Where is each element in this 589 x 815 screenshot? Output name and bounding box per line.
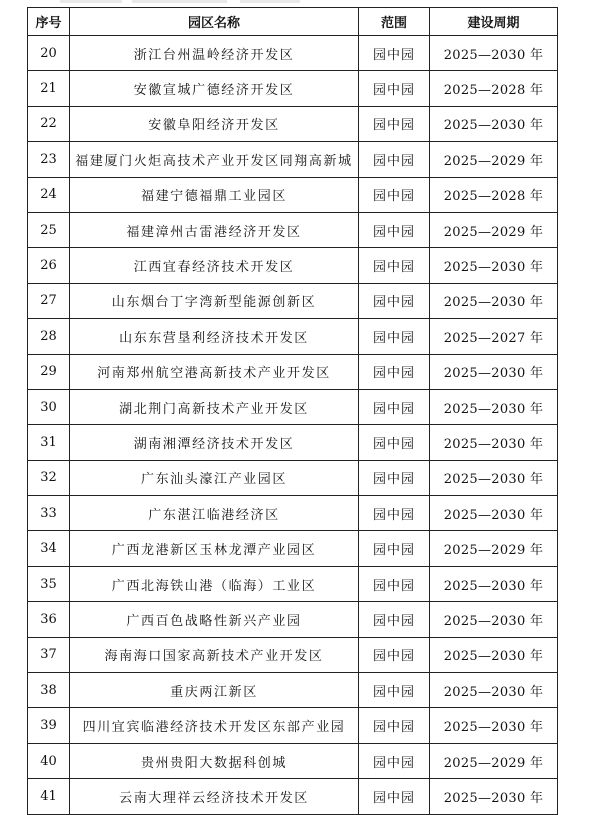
cell-scope: 园中园 — [359, 425, 430, 460]
cell-scope: 园中园 — [359, 354, 430, 389]
cell-scope: 园中园 — [359, 177, 430, 212]
cell-name: 重庆两江新区 — [70, 673, 359, 708]
cell-period: 2025—2030 年 — [430, 460, 558, 495]
cell-index: 28 — [28, 319, 70, 354]
cell-index: 36 — [28, 602, 70, 637]
header-index: 序号 — [28, 8, 70, 36]
top-toolbar-strip — [0, 0, 589, 4]
table-row — [28, 496, 558, 531]
cell-scope: 园中园 — [359, 283, 430, 318]
cell-period: 2025—2030 年 — [430, 354, 558, 389]
cell-scope: 园中园 — [359, 106, 430, 141]
cell-name: 四川宜宾临港经济技术开发区东部产业园 — [70, 708, 359, 743]
cell-name: 湖北荆门高新技术产业开发区 — [70, 389, 359, 424]
table-body — [28, 36, 558, 815]
cell-index: 24 — [28, 177, 70, 212]
cell-name: 安徽阜阳经济开发区 — [70, 106, 359, 141]
table-row — [28, 673, 558, 708]
cell-name: 广西北海铁山港（临海）工业区 — [70, 566, 359, 601]
table-row — [28, 319, 558, 354]
cell-index: 20 — [28, 36, 70, 71]
cell-period: 2025—2027 年 — [430, 319, 558, 354]
cell-name: 浙江台州温岭经济开发区 — [70, 36, 359, 71]
cell-name: 云南大理祥云经济技术开发区 — [70, 779, 359, 814]
table-row — [28, 566, 558, 601]
cell-scope: 园中园 — [359, 212, 430, 247]
table-row — [28, 283, 558, 318]
table-row — [28, 637, 558, 672]
cell-index: 22 — [28, 106, 70, 141]
cell-index: 25 — [28, 212, 70, 247]
cell-period: 2025—2029 年 — [430, 531, 558, 566]
cell-index: 31 — [28, 425, 70, 460]
cell-name: 河南郑州航空港高新技术产业开发区 — [70, 354, 359, 389]
cell-period: 2025—2030 年 — [430, 779, 558, 814]
cell-period: 2025—2029 年 — [430, 142, 558, 177]
cell-scope: 园中园 — [359, 708, 430, 743]
cell-scope: 园中园 — [359, 248, 430, 283]
table-row — [28, 36, 558, 71]
cell-period: 2025—2030 年 — [430, 389, 558, 424]
cell-scope: 园中园 — [359, 602, 430, 637]
table-row — [28, 602, 558, 637]
cell-period: 2025—2030 年 — [430, 283, 558, 318]
cell-scope: 园中园 — [359, 531, 430, 566]
cell-scope: 园中园 — [359, 389, 430, 424]
table-row — [28, 248, 558, 283]
cell-index: 32 — [28, 460, 70, 495]
cell-scope: 园中园 — [359, 496, 430, 531]
cell-name: 广东湛江临港经济区 — [70, 496, 359, 531]
cell-index: 23 — [28, 142, 70, 177]
cell-period: 2025—2028 年 — [430, 71, 558, 106]
cell-index: 34 — [28, 531, 70, 566]
table-row — [28, 71, 558, 106]
cell-period: 2025—2030 年 — [430, 673, 558, 708]
cell-name: 广东汕头濠江产业园区 — [70, 460, 359, 495]
cell-period: 2025—2030 年 — [430, 496, 558, 531]
cell-period: 2025—2030 年 — [430, 708, 558, 743]
table-row — [28, 531, 558, 566]
toolbar-tab[interactable] — [60, 0, 122, 3]
cell-name: 贵州贵阳大数据科创城 — [70, 743, 359, 778]
table-row — [28, 779, 558, 814]
cell-scope: 园中园 — [359, 779, 430, 814]
cell-name: 江西宜春经济技术开发区 — [70, 248, 359, 283]
table-row — [28, 142, 558, 177]
cell-scope: 园中园 — [359, 71, 430, 106]
table-row — [28, 708, 558, 743]
cell-scope: 园中园 — [359, 36, 430, 71]
cell-index: 37 — [28, 637, 70, 672]
header-name: 园区名称 — [70, 8, 359, 36]
cell-index: 27 — [28, 283, 70, 318]
cell-index: 39 — [28, 708, 70, 743]
table-row — [28, 425, 558, 460]
cell-index: 30 — [28, 389, 70, 424]
table-row — [28, 460, 558, 495]
cell-index: 40 — [28, 743, 70, 778]
table-row — [28, 743, 558, 778]
cell-period: 2025—2030 年 — [430, 566, 558, 601]
cell-scope: 园中园 — [359, 460, 430, 495]
cell-scope: 园中园 — [359, 637, 430, 672]
table-row — [28, 177, 558, 212]
toolbar-tab[interactable] — [240, 0, 300, 3]
cell-name: 福建厦门火炬高技术产业开发区同翔高新城 — [70, 142, 359, 177]
cell-period: 2025—2030 年 — [430, 425, 558, 460]
cell-index: 41 — [28, 779, 70, 814]
cell-scope: 园中园 — [359, 673, 430, 708]
cell-period: 2025—2030 年 — [430, 248, 558, 283]
table-row — [28, 354, 558, 389]
cell-period: 2025—2029 年 — [430, 212, 558, 247]
header-period: 建设周期 — [430, 8, 558, 36]
cell-period: 2025—2030 年 — [430, 36, 558, 71]
cell-period: 2025—2030 年 — [430, 602, 558, 637]
cell-index: 26 — [28, 248, 70, 283]
cell-name: 山东东营垦利经济技术开发区 — [70, 319, 359, 354]
cell-name: 广西百色战略性新兴产业园 — [70, 602, 359, 637]
cell-name: 福建漳州古雷港经济开发区 — [70, 212, 359, 247]
cell-period: 2025—2029 年 — [430, 743, 558, 778]
cell-index: 33 — [28, 496, 70, 531]
cell-name: 湖南湘潭经济技术开发区 — [70, 425, 359, 460]
table-header-row — [28, 8, 558, 36]
cell-scope: 园中园 — [359, 566, 430, 601]
cell-scope: 园中园 — [359, 319, 430, 354]
table-row — [28, 389, 558, 424]
cell-name: 广西龙港新区玉林龙潭产业园区 — [70, 531, 359, 566]
cell-period: 2025—2028 年 — [430, 177, 558, 212]
toolbar-tab[interactable] — [132, 0, 227, 3]
table-row — [28, 212, 558, 247]
cell-scope: 园中园 — [359, 743, 430, 778]
cell-name: 福建宁德福鼎工业园区 — [70, 177, 359, 212]
cell-index: 21 — [28, 71, 70, 106]
cell-index: 38 — [28, 673, 70, 708]
cell-period: 2025—2030 年 — [430, 106, 558, 141]
cell-name: 山东烟台丁字湾新型能源创新区 — [70, 283, 359, 318]
cell-index: 35 — [28, 566, 70, 601]
park-table — [27, 7, 558, 815]
cell-scope: 园中园 — [359, 142, 430, 177]
cell-index: 29 — [28, 354, 70, 389]
cell-period: 2025—2030 年 — [430, 637, 558, 672]
header-scope: 范围 — [359, 8, 430, 36]
cell-name: 海南海口国家高新技术产业开发区 — [70, 637, 359, 672]
table-row — [28, 106, 558, 141]
cell-name: 安徽宣城广德经济开发区 — [70, 71, 359, 106]
